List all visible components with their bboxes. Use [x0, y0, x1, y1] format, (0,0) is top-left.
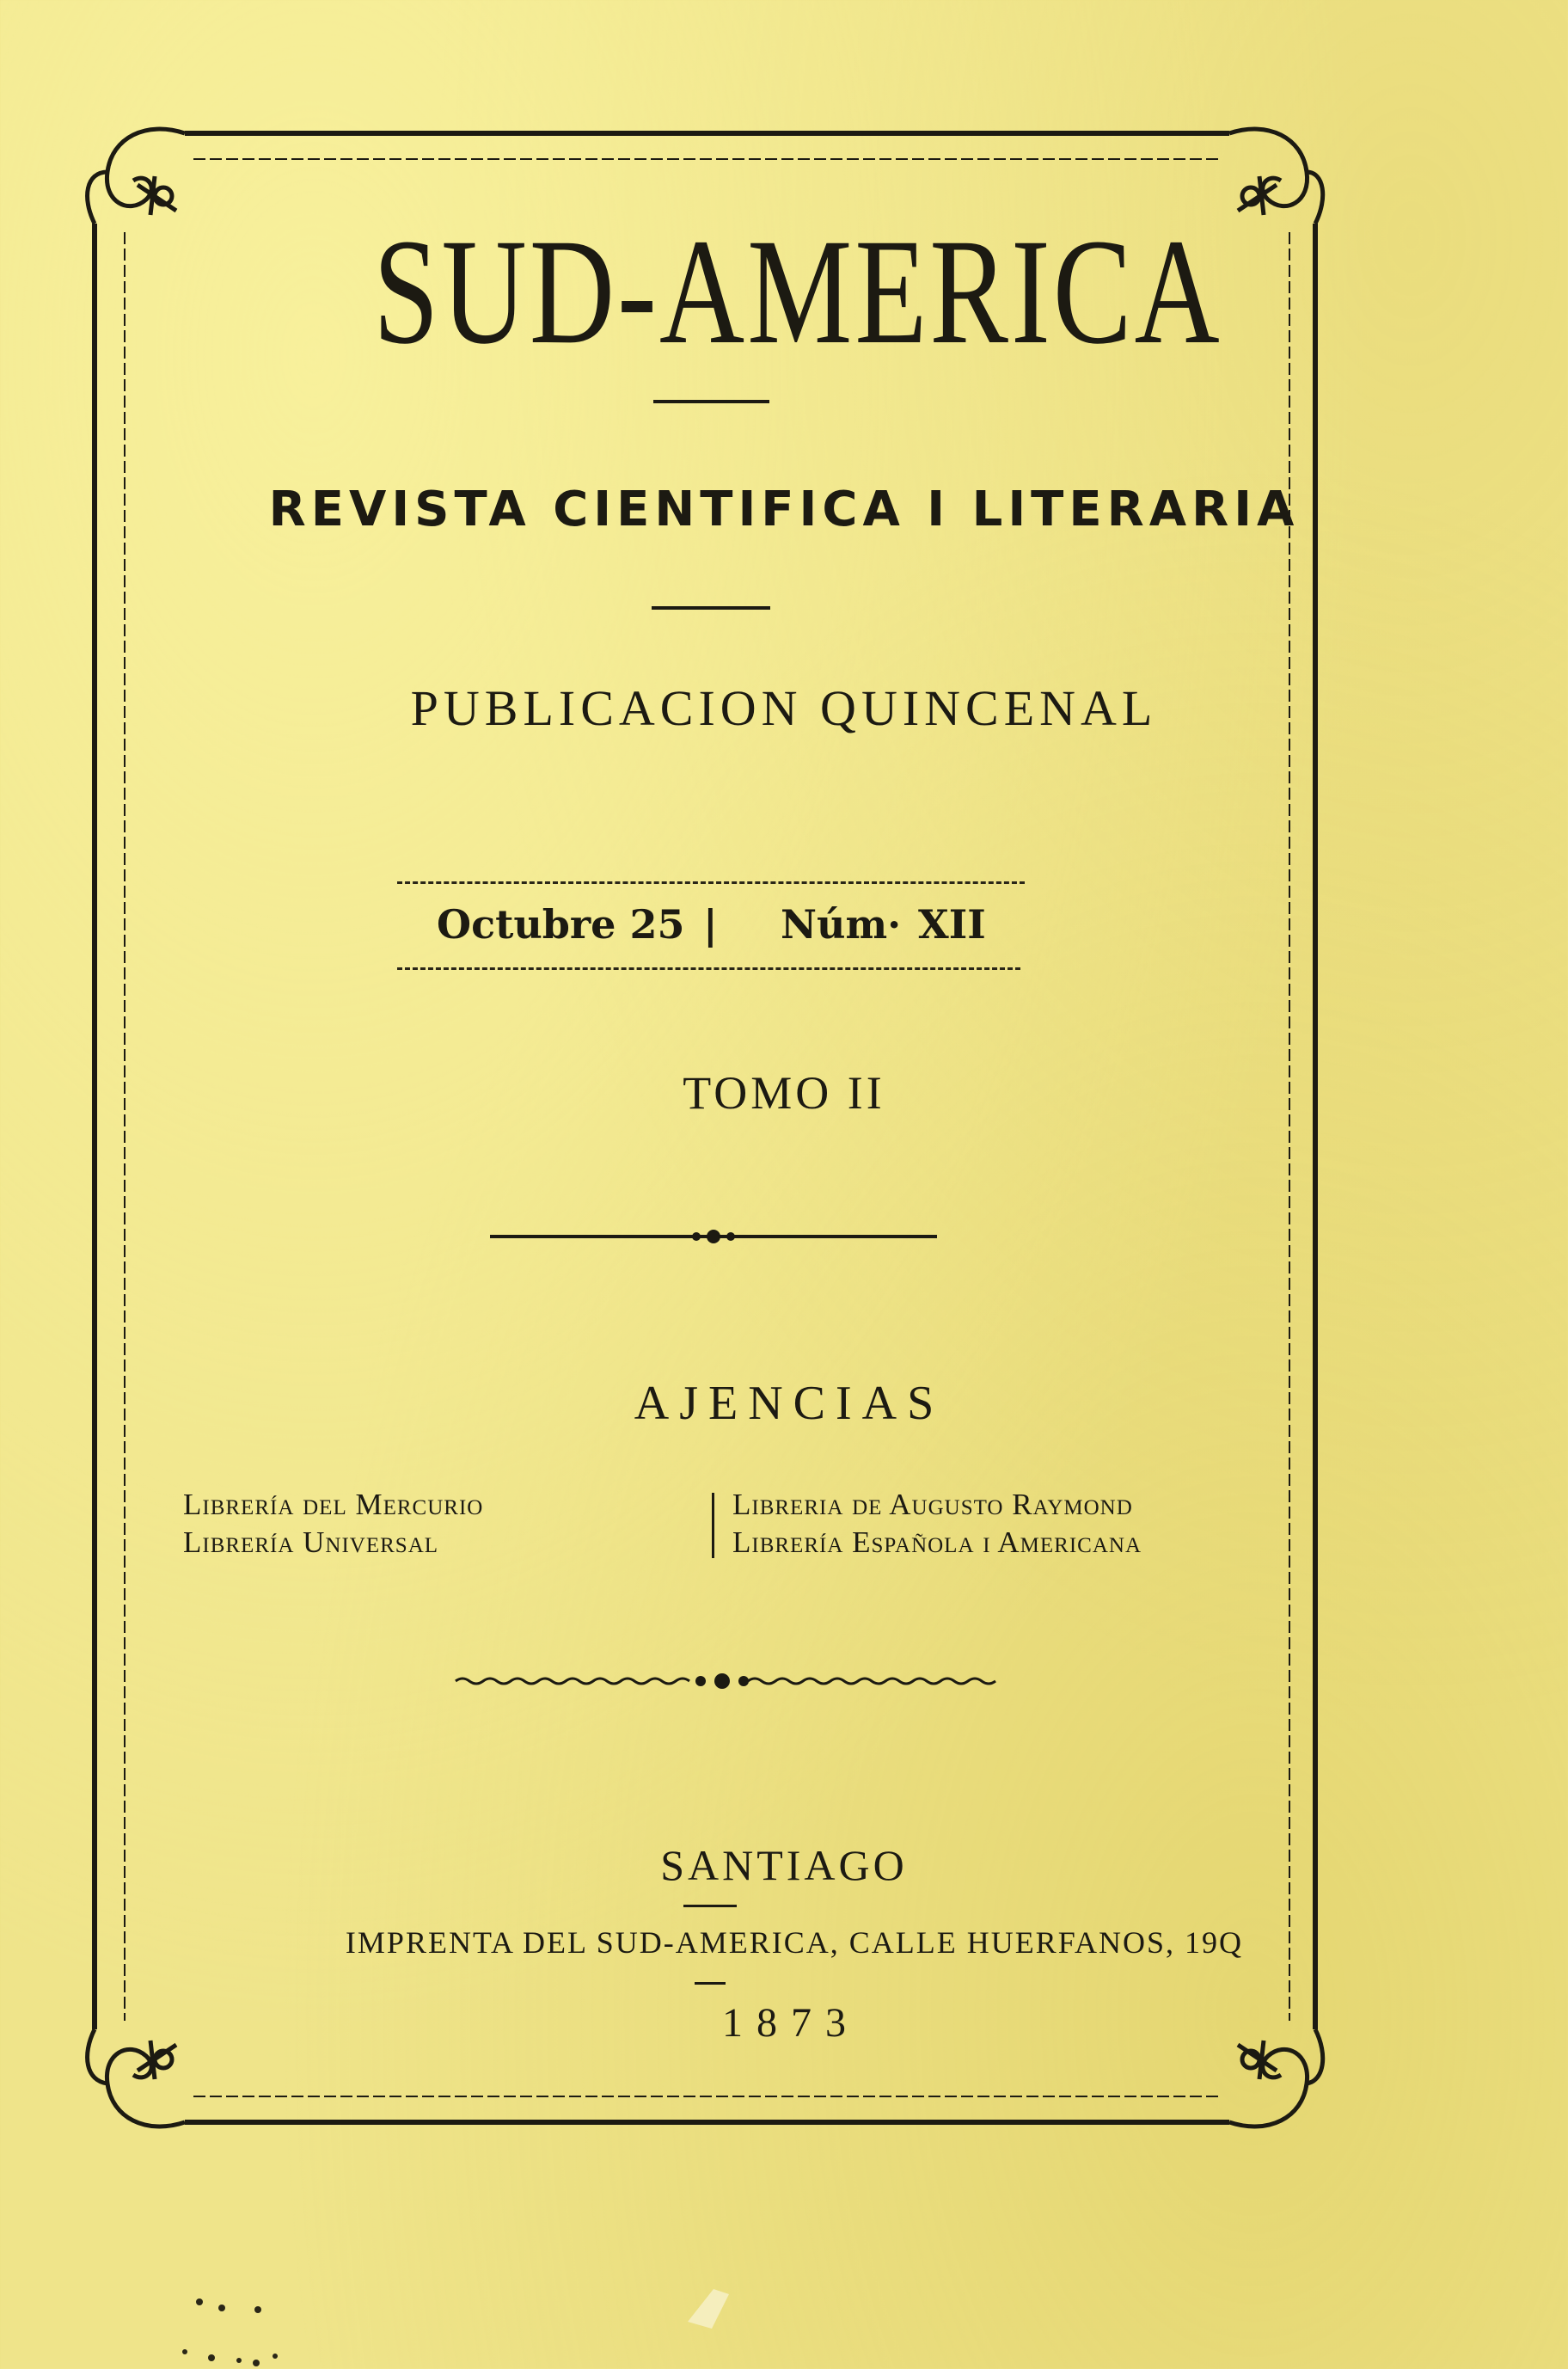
issue-separator: | [703, 901, 718, 948]
agencies-divider [712, 1493, 714, 1558]
agencies-left [183, 1486, 483, 1562]
agency-item: Librería del Mercurio [183, 1488, 484, 1521]
magazine-subtitle: REVISTA CIENTIFICA I LITERARIA [268, 482, 1300, 537]
publication-frequency: PUBLICACION QUINCENAL [410, 680, 1158, 736]
city-rule [683, 1905, 737, 1907]
title-rule [653, 400, 769, 403]
issue-bottom-rule [397, 967, 1020, 970]
subtitle-rule [652, 606, 770, 610]
agency-item: Librería Universal [183, 1525, 439, 1559]
ink-specks [182, 2298, 278, 2366]
volume-label: TOMO II [683, 1067, 885, 1119]
agencies-right [732, 1486, 1142, 1562]
magazine-title: SUD-AMERICA [373, 208, 1222, 376]
issue-number-label: Núm· [781, 901, 902, 948]
agency-item: Libreria de Augusto Raymond [732, 1488, 1133, 1521]
printer-line: IMPRENTA DEL SUD-AMERICA, CALLE HUERFANOS, 19Q [345, 1925, 1244, 1960]
corner-ornament-top-right [1229, 129, 1323, 224]
corner-ornament-top-left [88, 129, 185, 224]
issue-top-rule [397, 881, 1025, 884]
divider-ornament-2 [456, 1673, 995, 1689]
agency-item: Librería Española i Americana [732, 1525, 1142, 1559]
issue-line [404, 894, 1023, 963]
issue-date: Octubre 25 [437, 901, 685, 948]
agencies-heading: AJENCIAS [634, 1377, 945, 1430]
divider-ornament-1 [490, 1230, 937, 1243]
issue-number: XII [918, 901, 986, 948]
paper-damage [688, 2289, 729, 2329]
printer-rule [695, 1982, 726, 1985]
city-name: SANTIAGO [660, 1841, 908, 1889]
publication-year: 1873 [722, 2000, 860, 2046]
